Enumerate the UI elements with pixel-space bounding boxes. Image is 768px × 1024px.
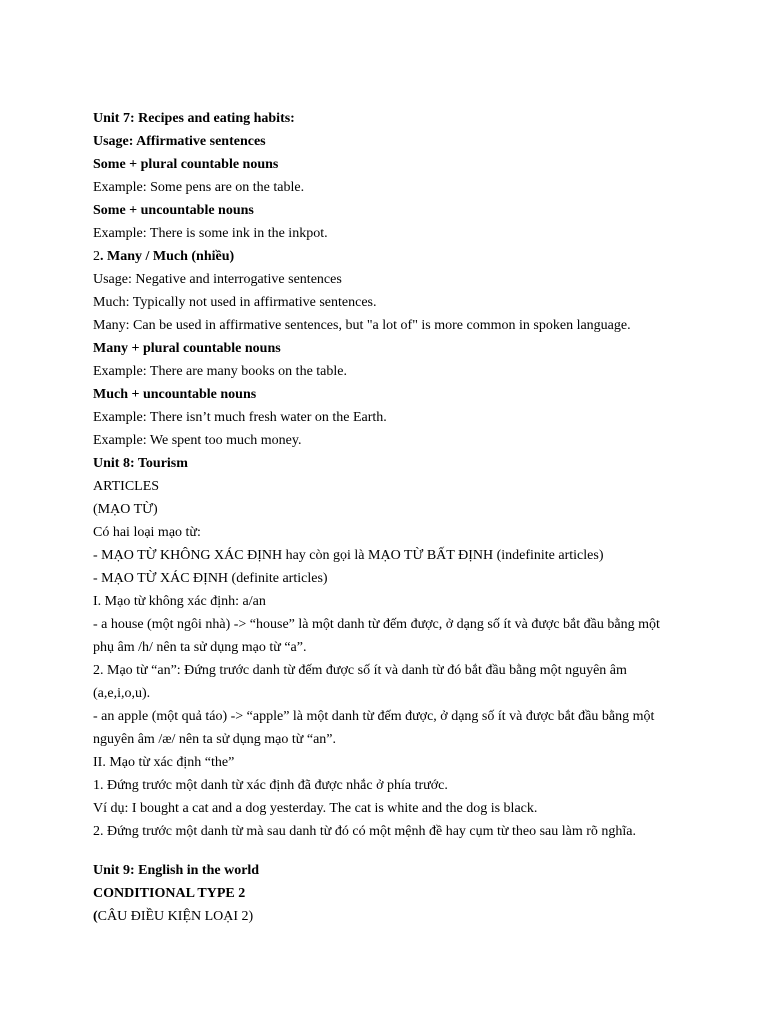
the-example: Ví dụ: I bought a cat and a dog yesterday. The cat is white and the dog is black. — [93, 801, 538, 816]
definite-articles: - MẠO TỪ XÁC ĐỊNH (definite articles) — [93, 571, 328, 586]
house-example-line1: - a house (một ngôi nhà) -> “house” là một danh từ đếm được, ở dạng số ít và được bắt đầu bằng một — [93, 617, 660, 632]
many-much-number: 2 — [93, 249, 100, 264]
example-books: Example: There are many books on the table. — [93, 364, 347, 379]
much-note: Much: Typically not used in affirmative sentences. — [93, 295, 377, 310]
conditional-vi-text: CÂU ĐIỀU KIỆN LOẠI 2) — [97, 909, 254, 924]
many-much-title: . Many / Much (nhiều) — [100, 249, 235, 264]
unit9-title: Unit 9: English in the world — [93, 863, 260, 878]
many-plural-heading: Many + plural countable nouns — [93, 341, 281, 356]
example-money: Example: We spent too much money. — [93, 433, 302, 448]
articles-vi-heading: (MẠO TỪ) — [93, 502, 158, 517]
usage-negative: Usage: Negative and interrogative sentences — [93, 272, 342, 287]
house-example-line2: phụ âm /h/ nên ta sử dụng mạo từ “a”. — [93, 640, 307, 655]
document-page — [93, 107, 693, 928]
section-indefinite: I. Mạo từ không xác định: a/an — [93, 594, 266, 609]
some-plural-heading: Some + plural countable nouns — [93, 157, 279, 172]
section-spacer — [93, 843, 693, 859]
an-rule-line1: 2. Mạo từ “an”: Đứng trước danh từ đếm được số ít và danh từ đó bắt đầu bằng một nguyên âm — [93, 663, 627, 678]
articles-heading: ARTICLES — [93, 479, 160, 494]
articles-intro: Có hai loại mạo từ: — [93, 525, 201, 540]
the-rule2: 2. Đứng trước một danh từ mà sau danh từ đó có một mệnh đề hay cụm từ theo sau làm rõ nghĩa. — [93, 824, 637, 839]
example-pens: Example: Some pens are on the table. — [93, 180, 305, 195]
an-rule-line2: (a,e,i,o,u). — [93, 686, 151, 701]
many-much-heading — [93, 245, 693, 268]
example-ink: Example: There is some ink in the inkpot. — [93, 226, 328, 241]
conditional-heading: CONDITIONAL TYPE 2 — [93, 886, 246, 901]
usage-affirmative-heading: Usage: Affirmative sentences — [93, 134, 266, 149]
conditional-vi-paren: ( — [93, 909, 98, 924]
indefinite-articles: - MẠO TỪ KHÔNG XÁC ĐỊNH hay còn gọi là MẠO TỪ BẤT ĐỊNH (indefinite articles) — [93, 548, 604, 563]
apple-example-line2: nguyên âm /æ/ nên ta sử dụng mạo từ “an”. — [93, 732, 337, 747]
conditional-vi-heading — [93, 905, 693, 928]
apple-example-line1: - an apple (một quả táo) -> “apple” là một danh từ đếm được, ở dạng số ít và được bắt đầu bằng một — [93, 709, 655, 724]
section-definite: II. Mạo từ xác định “the” — [93, 755, 235, 770]
unit7-title: Unit 7: Recipes and eating habits: — [93, 111, 295, 126]
some-uncountable-heading: Some + uncountable nouns — [93, 203, 254, 218]
example-water: Example: There isn’t much fresh water on the Earth. — [93, 410, 387, 425]
much-uncountable-heading: Much + uncountable nouns — [93, 387, 257, 402]
many-note: Many: Can be used in affirmative sentences, but "a lot of" is more common in spoken language. — [93, 318, 631, 333]
unit8-title: Unit 8: Tourism — [93, 456, 188, 471]
the-rule1: 1. Đứng trước một danh từ xác định đã được nhắc ở phía trước. — [93, 778, 448, 793]
